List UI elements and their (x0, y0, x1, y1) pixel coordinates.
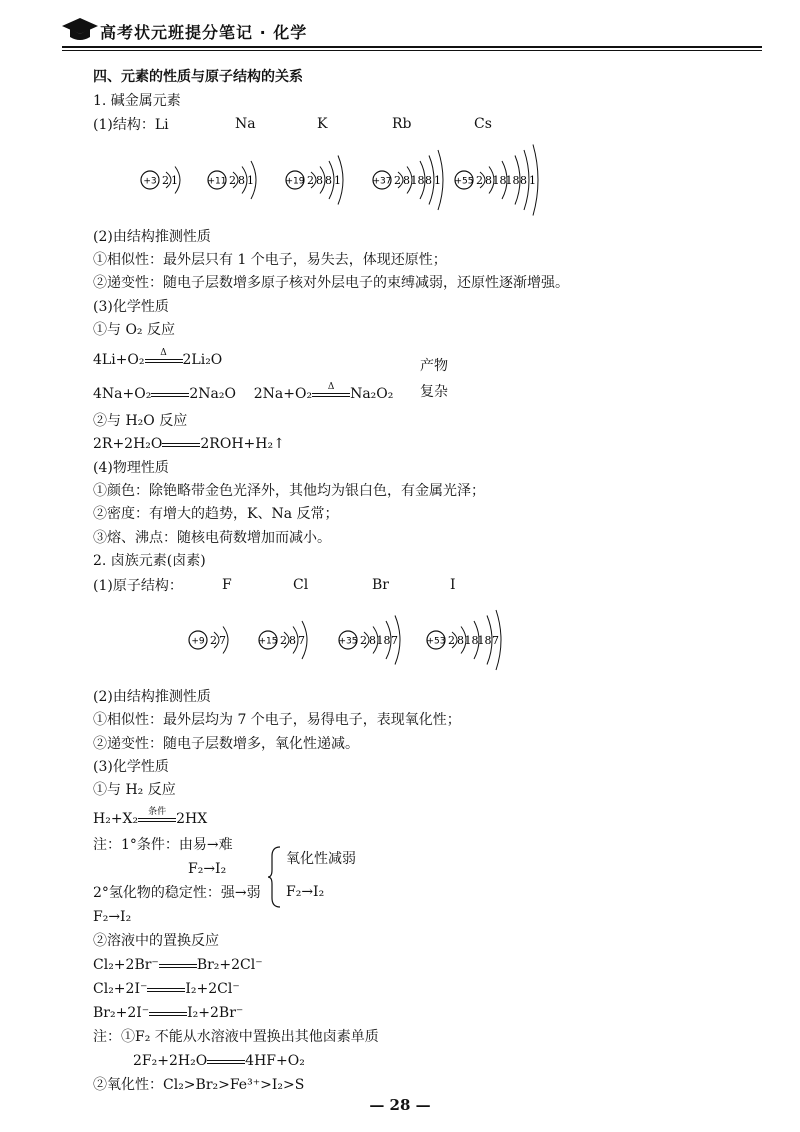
alkali-structure-label: (1)结构：Li (93, 117, 169, 133)
halogen-gradation: ②递变性：随电子层数增多，氧化性递减。 (93, 736, 359, 752)
brace-oxidizing-weaker: 氧化性减弱 (286, 851, 356, 867)
electron-count: 8 (369, 634, 376, 647)
equation-h2-x2: H₂+X₂ 条件 2HX (93, 807, 208, 827)
equation-f2-h2o: 2F₂+2H₂O 4HF+O₂ (133, 1053, 305, 1069)
equation-r-h2o: 2R+2H₂O 2ROH+H₂↑ (93, 436, 285, 452)
electron-count: 1 (247, 174, 254, 187)
electron-count: 8 (316, 174, 323, 187)
electron-count: 8 (425, 174, 432, 187)
page-number: — 28 — (369, 1096, 431, 1114)
electron-count: 8 (485, 174, 492, 187)
halogen-similarity: ①相似性：最外层均为 7 个电子，易得电子，表现氧化性； (93, 712, 461, 728)
electron-count: 18 (492, 174, 507, 187)
atom-diagram-li (138, 152, 198, 208)
element-label-f: F (222, 577, 232, 593)
note-condition-order: F₂→I₂ (188, 861, 227, 877)
section-title: 四、元素的性质与原子结构的关系 (93, 69, 303, 85)
equation-cl2-i: Cl₂+2I⁻ I₂+2Cl⁻ (93, 981, 240, 997)
electron-count: 7 (219, 634, 226, 647)
nucleus-charge: +19 (285, 176, 305, 187)
electron-count: 2 (307, 174, 314, 187)
phys-melting: ③熔、沸点：随核电荷数增加而减小。 (93, 530, 331, 546)
oxidizing-order: ②氧化性：Cl₂>Br₂>Fe³⁺>I₂>S (93, 1077, 305, 1093)
nucleus-charge: +35 (338, 636, 358, 647)
electron-count: 2 (280, 634, 287, 647)
element-label-cs: Cs (474, 116, 492, 132)
electron-count: 8 (457, 634, 464, 647)
phys-heading: (4)物理性质 (93, 460, 169, 476)
nucleus-charge: +11 (207, 176, 227, 187)
electron-count: 8 (289, 634, 296, 647)
element-label-rb: Rb (392, 116, 412, 132)
note-condition: 注：1°条件：由易→难 (93, 837, 233, 853)
electron-count: 2 (229, 174, 236, 187)
halogen-chem-heading: (3)化学性质 (93, 759, 169, 775)
electron-count: 8 (403, 174, 410, 187)
products-note-2: 复杂 (420, 384, 448, 400)
electron-count: 8 (520, 174, 527, 187)
electron-count: 1 (434, 174, 441, 187)
electron-count: 18 (505, 174, 520, 187)
atom-diagram-f (186, 610, 256, 670)
halogen-heading: 2. 卤族元素(卤素) (93, 553, 206, 569)
header-rule-thin (62, 50, 762, 51)
electron-count: 1 (334, 174, 341, 187)
note-hydride-order: F₂→I₂ (93, 909, 132, 925)
electron-count: 18 (410, 174, 425, 187)
electron-count: 2 (162, 174, 169, 187)
electron-count: 7 (298, 634, 305, 647)
electron-count: 7 (492, 634, 499, 647)
element-label-br: Br (372, 577, 389, 593)
brace-order: F₂→I₂ (286, 884, 325, 900)
nucleus-charge: +55 (454, 176, 474, 187)
electron-count: 18 (477, 634, 492, 647)
electron-count: 2 (210, 634, 217, 647)
electron-count: 2 (448, 634, 455, 647)
nucleus-charge: +37 (372, 176, 392, 187)
alkali-gradation: ②递变性：随电子层数增多原子核对外层电子的束缚减弱，还原性逐渐增强。 (93, 275, 569, 291)
halogen-infer-heading: (2)由结构推测性质 (93, 689, 211, 705)
h2o-heading: ②与 H₂O 反应 (93, 413, 188, 429)
atom-diagram-i (424, 592, 554, 688)
electron-count: 2 (394, 174, 401, 187)
equation-cl2-br: Cl₂+2Br⁻ Br₂+2Cl⁻ (93, 957, 263, 973)
note-hydride-stability: 2°氢化物的稳定性：强→弱 (93, 885, 261, 901)
electron-count: 8 (325, 174, 332, 187)
nucleus-charge: +15 (258, 636, 278, 647)
products-note-1: 产物 (420, 358, 448, 374)
brace-icon (268, 846, 282, 908)
atom-diagram-cs (452, 130, 592, 230)
nucleus-charge: +3 (143, 176, 157, 187)
element-label-k: K (317, 116, 328, 132)
header-title: 高考状元班提分笔记 · 化学 (100, 23, 308, 42)
alkali-chem-heading: (3)化学性质 (93, 299, 169, 315)
electron-count: 2 (476, 174, 483, 187)
atom-diagram-cl (256, 604, 346, 676)
halogen-structure-label: (1)原子结构： (93, 578, 183, 594)
electron-count: 7 (391, 634, 398, 647)
solution-heading: ②溶液中的置换反应 (93, 933, 219, 949)
equation-na-o2: 4Na+O₂ 2Na₂O 2Na+O₂ Δ Na₂O₂ (93, 382, 394, 402)
element-label-cl: Cl (293, 577, 309, 593)
header-rule (62, 46, 762, 48)
electron-count: 18 (464, 634, 479, 647)
equation-br2-i: Br₂+2I⁻ I₂+2Br⁻ (93, 1005, 244, 1021)
alkali-infer-heading: (2)由结构推测性质 (93, 229, 211, 245)
alkali-similarity: ①相似性：最外层只有 1 个电子，易失去，体现还原性； (93, 252, 447, 268)
page-header (62, 14, 762, 48)
element-label-na: Na (235, 116, 256, 132)
equation-li-o2: 4Li+O₂ Δ 2Li₂O (93, 348, 223, 368)
element-label-i: I (450, 577, 456, 593)
o2-heading: ①与 O₂ 反应 (93, 322, 175, 338)
nucleus-charge: +9 (191, 636, 205, 647)
h2-heading: ①与 H₂ 反应 (93, 782, 176, 798)
phys-density: ②密度：有增大的趋势，K、Na 反常； (93, 506, 339, 522)
electron-count: 1 (529, 174, 536, 187)
electron-count: 18 (376, 634, 391, 647)
note-f2: 注：①F₂ 不能从水溶液中置换出其他卤素单质 (93, 1029, 379, 1045)
nucleus-charge: +53 (426, 636, 446, 647)
electron-count: 1 (171, 174, 178, 187)
alkali-heading: 1. 碱金属元素 (93, 93, 181, 109)
electron-count: 8 (238, 174, 245, 187)
graduation-cap-icon (62, 16, 98, 44)
electron-count: 2 (360, 634, 367, 647)
phys-color: ①颜色：除铯略带金色光泽外，其他均为银白色，有金属光泽； (93, 483, 485, 499)
atom-diagram-na (205, 150, 285, 210)
atom-diagram-k (283, 142, 383, 218)
